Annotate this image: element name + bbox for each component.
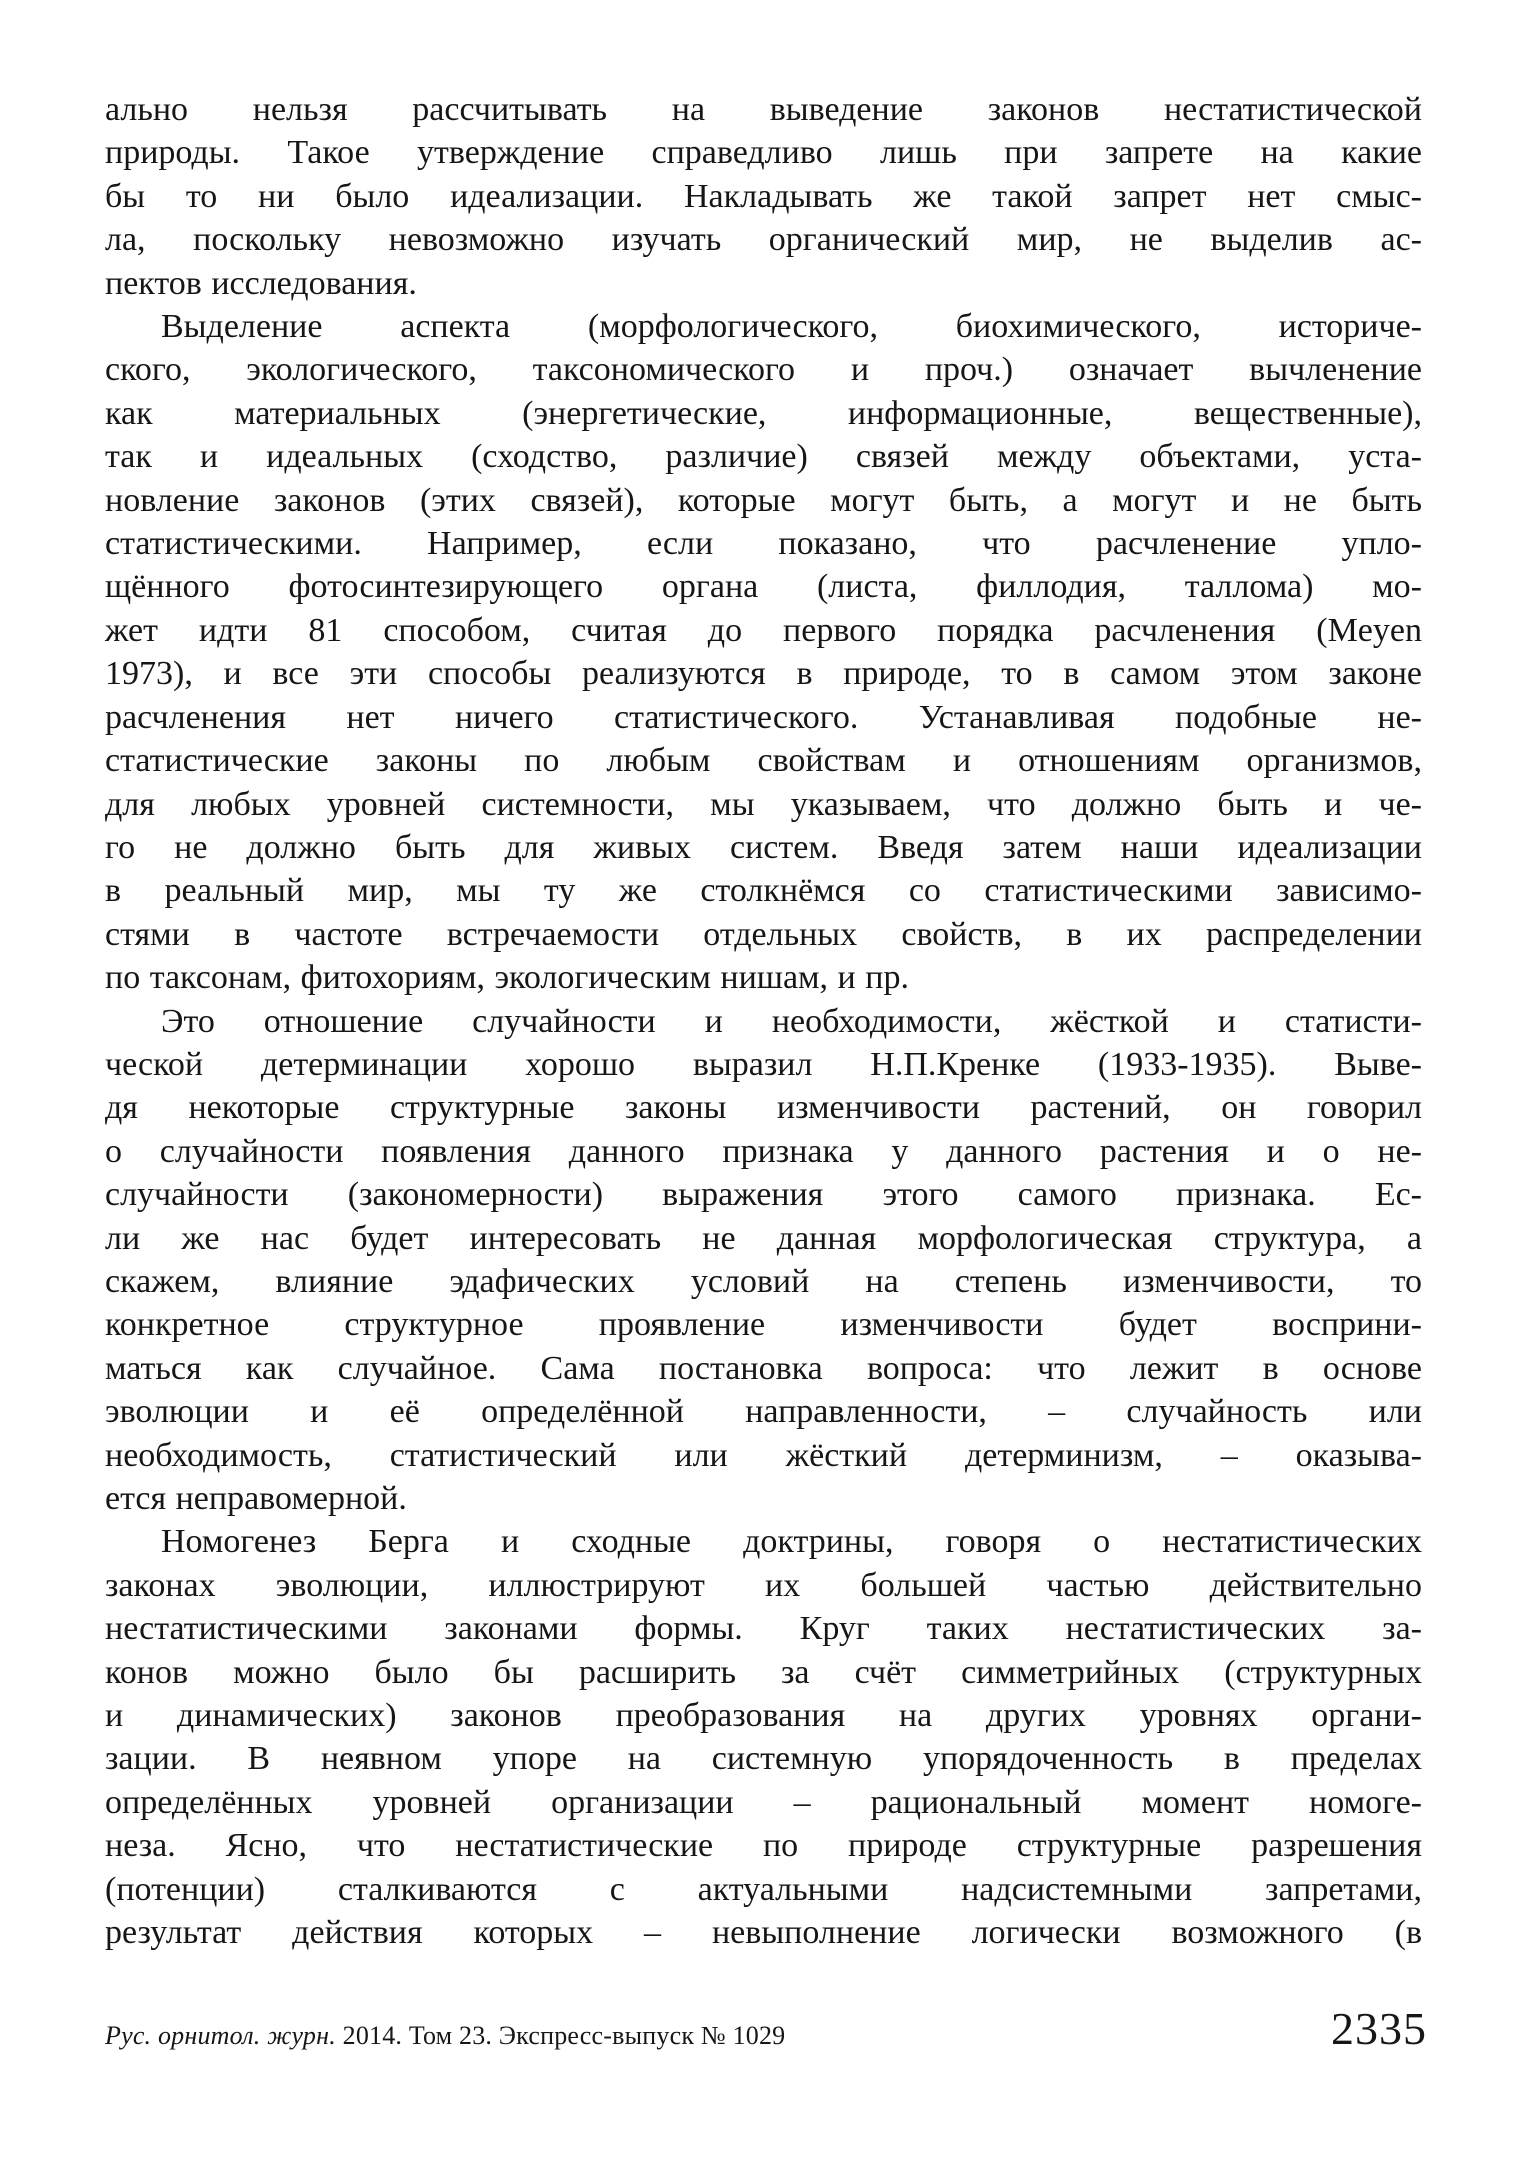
text-line: и динамических) законов преобразования на других уровнях органи- (105, 1697, 1422, 1735)
text-line: Это отношение случайности и необходимости, жёсткой и статисти- (161, 1002, 1422, 1040)
text-line: неза. Ясно, что нестатистические по природе структурные разрешения (105, 1827, 1422, 1865)
text-line: так и идеальных (сходство, различие) связей между объектами, уста- (105, 438, 1422, 476)
text-line: ла, поскольку невозможно изучать органический мир, не выделив ас- (105, 221, 1422, 259)
text-line: ского, экологического, таксономического и проч.) означает вычленение (105, 351, 1422, 389)
text-line: пектов исследования. (105, 264, 417, 302)
text-line: стями в частоте встречаемости отдельных свойств, в их распределении (105, 915, 1422, 953)
page-number: 2335 (1331, 2003, 1427, 2054)
paragraph (105, 88, 1422, 305)
text-line: статистическими. Например, если показано, что расчленение упло- (105, 525, 1422, 563)
text-line: о случайности появления данного признака у данного растения и о не- (105, 1132, 1422, 1170)
text-line: го не должно быть для живых систем. Введя затем наши идеализации (105, 828, 1422, 866)
text-line: (потенции) сталкиваются с актуальными надсистемными запретами, (105, 1870, 1422, 1908)
paragraph (105, 1520, 1422, 1954)
text-line: скажем, влияние эдафических условий на степень изменчивости, то (105, 1262, 1422, 1300)
text-line: ческой детерминации хорошо выразил Н.П.Кренке (1933-1935). Выве- (105, 1045, 1422, 1083)
text-line: конов можно было бы расширить за счёт симметрийных (структурных (105, 1653, 1422, 1691)
text-line: ется неправомерной. (105, 1480, 407, 1517)
journal-title-abbrev: Рус. орнитол. журн. (105, 2021, 336, 2050)
text-line: эволюции и её определённой направленности, – случайность или (105, 1393, 1422, 1431)
text-line: в реальный мир, мы ту же столкнёмся со статистическими зависимо- (105, 872, 1422, 910)
text-line: щённого фотосинтезирующего органа (листа, филлодия, таллома) мо- (105, 568, 1422, 606)
text-line: случайности (закономерности) выражения этого самого признака. Ес- (105, 1176, 1422, 1214)
text-line: ли же нас будет интересовать не данная морфологическая структура, а (105, 1219, 1422, 1257)
text-line: законах эволюции, иллюстрируют их большей частью действительно (105, 1566, 1422, 1604)
paragraph (105, 305, 1422, 1000)
text-line: Номогенез Берга и сходные доктрины, говоря о нестатистических (161, 1523, 1422, 1561)
text-line: статистические законы по любым свойствам и отношениям организмов, (105, 742, 1422, 780)
journal-reference (105, 2021, 785, 2051)
text-line: Выделение аспекта (морфологического, биохимического, историче- (161, 308, 1422, 346)
text-line: зации. В неявном упоре на системную упорядоченность в пределах (105, 1740, 1422, 1778)
text-line: ально нельзя рассчитывать на выведение законов нестатистической (105, 91, 1422, 128)
journal-issue-info: 2014. Том 23. Экспресс-выпуск № 1029 (335, 2021, 786, 2050)
text-line: маться как случайное. Сама постановка вопроса: что лежит в основе (105, 1349, 1422, 1387)
text-line: жет идти 81 способом, считая до первого порядка расчленения (Meyen (105, 611, 1422, 649)
text-line: 1973), и все эти способы реализуются в природе, то в самом этом законе (105, 655, 1422, 693)
body-text (105, 88, 1422, 1954)
text-line: бы то ни было идеализации. Накладывать же такой запрет нет смыс- (105, 177, 1422, 215)
text-line: дя некоторые структурные законы изменчивости растений, он говорил (105, 1089, 1422, 1127)
footer (105, 2002, 1427, 2055)
paragraph (105, 1000, 1422, 1521)
text-line: определённых уровней организации – рациональный момент номоге- (105, 1783, 1422, 1821)
text-line: расчленения нет ничего статистического. Устанавливая подобные не- (105, 698, 1422, 736)
text-line: как материальных (энергетические, информационные, вещественные), (105, 394, 1422, 432)
text-line: результат действия которых – невыполнение логически возможного (в (105, 1914, 1422, 1952)
text-line: нестатистическими законами формы. Круг таких нестатистических за- (105, 1610, 1422, 1648)
text-line: для любых уровней системности, мы указываем, что должно быть и че- (105, 785, 1422, 823)
text-line: природы. Такое утверждение справедливо лишь при запрете на какие (105, 134, 1422, 172)
text-line: новление законов (этих связей), которые могут быть, а могут и не быть (105, 481, 1422, 519)
text-line: необходимость, статистический или жёсткий детерминизм, – оказыва- (105, 1436, 1422, 1474)
text-line: по таксонам, фитохориям, экологическим нишам, и пр. (105, 959, 909, 997)
text-line: конкретное структурное проявление изменчивости будет восприни- (105, 1306, 1422, 1344)
